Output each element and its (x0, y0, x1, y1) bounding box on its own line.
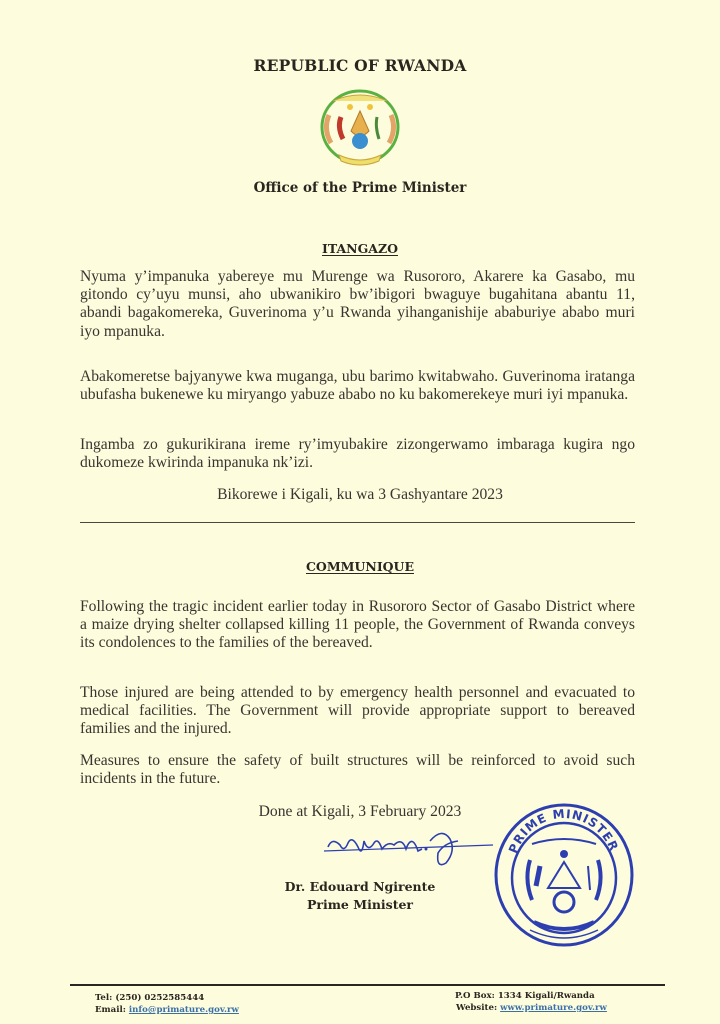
communique-heading: COMMUNIQUE (305, 559, 414, 574)
tel-value: (250) 0252585444 (115, 993, 205, 1003)
english-paragraph-3: Measures to ensure the safety of built structures will be reinforced to avoid such incidents in the future. (80, 752, 635, 788)
prime-minister-stamp-icon (492, 800, 637, 950)
kinyarwanda-dateline: Bikorewe i Kigali, ku wa 3 Gashyantare 2023 (217, 486, 503, 503)
footer-rule (70, 984, 665, 986)
footer-website (456, 1002, 607, 1014)
signatory-name: Dr. Edouard Ngirente (284, 879, 436, 894)
footer-pobox (455, 990, 595, 1002)
svg-text:PRIME MINISTER: PRIME MINISTER (505, 806, 622, 856)
kinyarwanda-paragraph-2: Abakomeretse bajyanywe kwa muganga, ubu barimo kwitabwaho. Guverinoma iratanga ubufasha bukenewe ku miryango yabuze ababo no ku bakomerekeye muri iyi mpanuka. (80, 368, 635, 404)
section-divider (80, 522, 635, 523)
rwanda-coat-of-arms-icon (313, 87, 407, 169)
pobox-label: P.O Box: (455, 991, 495, 1001)
pobox-value: 1334 Kigali/Rwanda (497, 991, 595, 1001)
country-title: REPUBLIC OF RWANDA (253, 56, 467, 75)
footer-tel (95, 992, 204, 1004)
office-title: Office of the Prime Minister (253, 180, 467, 196)
english-paragraph-1: Following the tragic incident earlier today in Rusororo Sector of Gasabo District where a maize drying shelter collapsed killing 11 people, the Government of Rwanda conveys its condolences to the families of the bereaved. (80, 598, 635, 652)
kinyarwanda-paragraph-3: Ingamba zo gukurikirana ireme ry’imyubakire zizongerwamo imbaraga kugira ngo dukomeze kwirinda impanuka nk’izi. (80, 436, 635, 472)
english-dateline: Done at Kigali, 3 February 2023 (258, 803, 462, 820)
tel-label: Tel: (95, 993, 113, 1003)
signatory-title: Prime Minister (306, 897, 414, 912)
website-link[interactable]: www.primature.gov.rw (500, 1003, 607, 1013)
english-paragraph-2: Those injured are being attended to by emergency health personnel and evacuated to medical facilities. The Government will provide appropriate support to bereaved families and the injured. (80, 684, 635, 738)
itangazo-heading: ITANGAZO (322, 241, 398, 256)
kinyarwanda-paragraph-1: Nyuma y’impanuka yabereye mu Murenge wa Rusororo, Akarere ka Gasabo, mu gitondo cy’uyu munsi, aho ubwanikiro bw’ibigori bwaguye bugahitana abantu 11, abandi bagakomereka, Guverinoma y’u Rwanda yihanganishije ababuriye ababo muri iyo mpanuka. (80, 268, 635, 340)
handwritten-signature-icon (318, 823, 493, 873)
email-label: Email: (95, 1005, 126, 1015)
website-label: Website: (456, 1003, 498, 1013)
email-link[interactable]: info@primature.gov.rw (128, 1005, 239, 1015)
footer-email (95, 1004, 239, 1016)
